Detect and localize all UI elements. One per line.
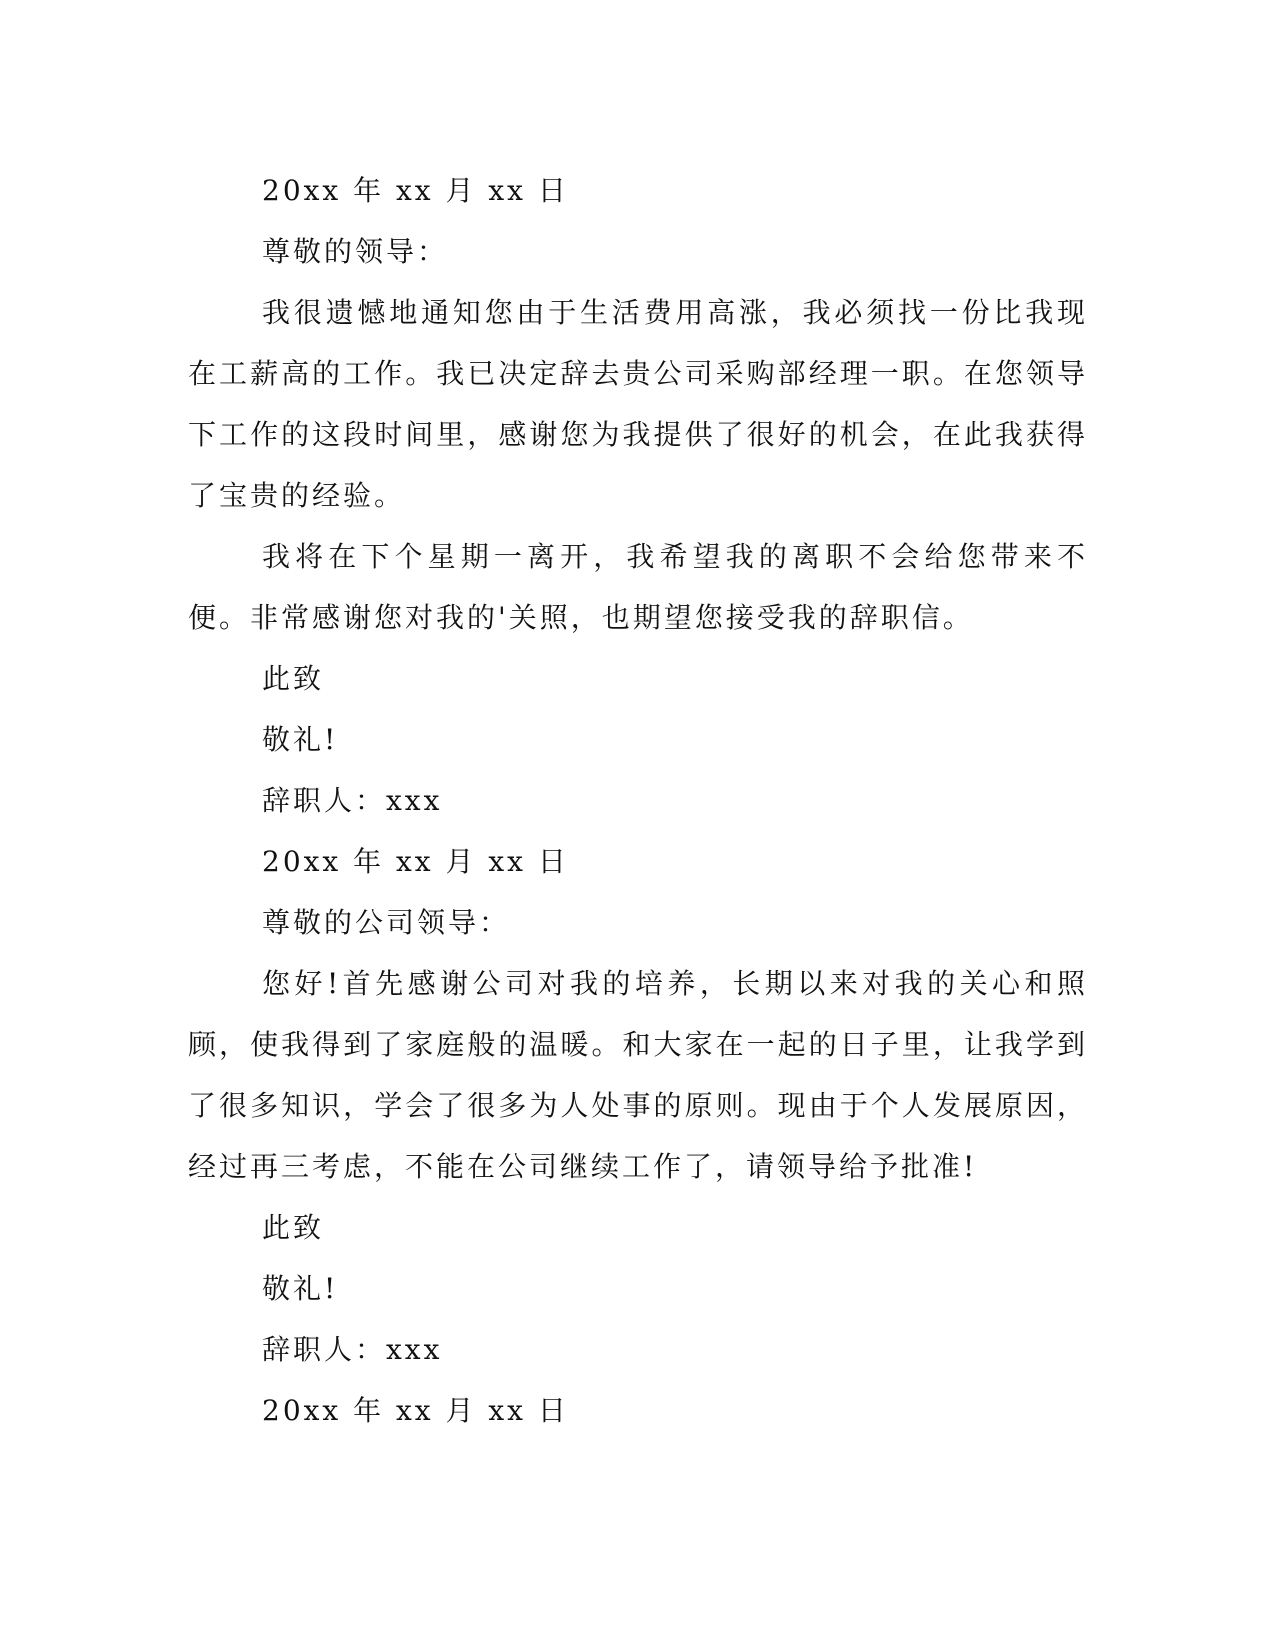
salutation: 尊敬的领导： [262, 235, 449, 268]
body-paragraph: 我很遗憾地通知您由于生活费用高涨，我必须找一份比我现在工薪高的工作。我已决定辞去贵公司采购部经理一职。在您领导下工作的这段时间里，感谢您为我提供了很好的机会，在此我获得了宝贵的经验。 [188, 296, 1088, 512]
closing-line: 敬礼! [262, 723, 339, 756]
body-paragraph: 您好!首先感谢公司对我的培养，长期以来对我的关心和照顾，使我得到了家庭般的温暖。和大家在一起的日子里，让我学到了很多知识，学会了很多为人处事的原则。现由于个人发展原因，经过再三考虑，不能在公司继续工作了，请领导给予批准! [188, 967, 1088, 1183]
document-body [188, 160, 1088, 1441]
closing-line: 此致 [262, 662, 325, 695]
date-line: 20xx 年 xx 月 xx 日 [262, 845, 569, 878]
date-line: 20xx 年 xx 月 xx 日 [262, 1394, 569, 1427]
closing-line: 敬礼! [262, 1272, 339, 1305]
date-line: 20xx 年 xx 月 xx 日 [262, 174, 569, 207]
signature-line: 辞职人：xxx [262, 1333, 443, 1366]
signature-line: 辞职人：xxx [262, 784, 443, 817]
body-paragraph: 我将在下个星期一离开，我希望我的离职不会给您带来不便。非常感谢您对我的'关照，也期望您接受我的辞职信。 [188, 540, 1088, 634]
salutation: 尊敬的公司领导： [262, 906, 511, 939]
closing-line: 此致 [262, 1211, 325, 1244]
